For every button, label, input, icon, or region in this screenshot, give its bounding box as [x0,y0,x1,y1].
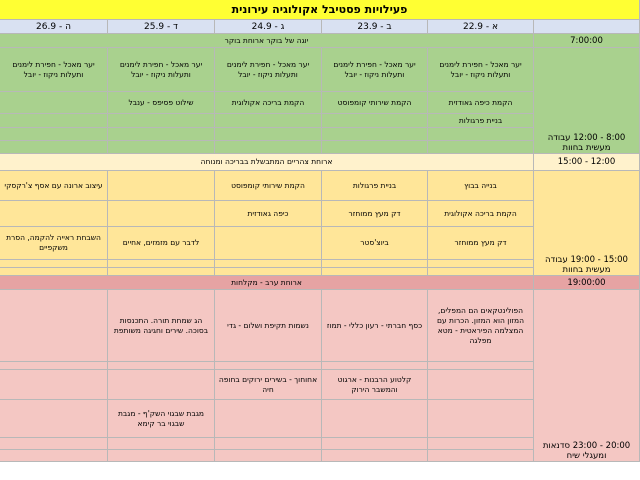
time-cell[interactable]: 7:00:00 [534,34,640,48]
activity-cell[interactable] [215,400,322,438]
activity-cell[interactable] [428,370,534,400]
activity-cell[interactable]: אחוחוך - בשירים ירוקים בחופה חיה [215,370,322,400]
empty-cell[interactable] [0,450,108,462]
activity-cell[interactable] [108,114,215,128]
empty-cell[interactable] [322,141,428,154]
activity-cell[interactable]: הקמת שירותי קומפוסט [215,171,322,201]
day-header[interactable]: ה - 26.9 [0,20,108,34]
activity-cell[interactable] [108,171,215,201]
empty-cell[interactable] [428,438,534,450]
activity-cell[interactable]: יער מאכל - חפירת לימנים ותעלות ניקוז - יובל [215,48,322,92]
empty-cell[interactable] [428,450,534,462]
empty-cell[interactable] [322,260,428,268]
activity-cell[interactable] [215,227,322,260]
activity-cell[interactable]: עיצוב ארונה עם אסף צ'רקסקי [0,171,108,201]
activity-cell[interactable] [108,201,215,227]
activity-cell[interactable] [215,114,322,128]
activity-cell[interactable] [0,201,108,227]
activity-cell[interactable]: בניית פרגולות [428,114,534,128]
activity-cell[interactable]: כיפה גאודזית [215,201,322,227]
empty-cell[interactable] [108,141,215,154]
empty-cell[interactable] [215,438,322,450]
activity-cell[interactable]: דק מעץ ממוחזר [322,201,428,227]
activity-cell[interactable] [0,290,108,362]
activity-cell[interactable] [0,92,108,114]
empty-cell[interactable] [108,438,215,450]
day-header[interactable]: א - 22.9 [428,20,534,34]
activity-cell[interactable]: הג שמחת תורה. התכנסות בסוכה. שירים וחגיגה משותפת [108,290,215,362]
empty-cell[interactable] [0,141,108,154]
activity-cell[interactable]: כסף חברתי - רעון כללי - תמוז [322,290,428,362]
activity-cell[interactable]: יער מאכל - חפירת לימנים ותעלות ניקוז - יובל [322,48,428,92]
activity-cell[interactable] [0,370,108,400]
empty-cell[interactable] [0,362,108,370]
empty-cell[interactable] [215,141,322,154]
empty-cell[interactable] [108,268,215,276]
time-cell[interactable]: 19:00:00 [534,276,640,290]
empty-cell[interactable] [108,362,215,370]
morning-banner[interactable]: יוגה של בוקר ארוחת בוקר [0,34,534,48]
time-cell[interactable]: 20:00 - 23:00 סדנאות ומעגלי שיח [534,290,640,462]
activity-cell[interactable]: יער מאכל - חפירת לימנים ותעלות ניקוז - יובל [108,48,215,92]
empty-cell[interactable] [108,128,215,141]
activity-cell[interactable] [108,370,215,400]
day-header[interactable]: ד - 25.9 [108,20,215,34]
activity-cell[interactable] [322,114,428,128]
empty-cell[interactable] [0,260,108,268]
empty-cell[interactable] [215,362,322,370]
activity-cell[interactable] [0,400,108,438]
activity-cell[interactable]: בנייה בבוץ [428,171,534,201]
activity-cell[interactable]: השבחת ראייה להקמה, הסרת משקפיים [0,227,108,260]
activity-cell[interactable]: הקמת כיפה גאודזית [428,92,534,114]
empty-cell[interactable] [0,128,108,141]
empty-cell[interactable] [322,450,428,462]
activity-cell[interactable]: יער מאכל - חפירת לימנים ותעלות ניקוז - יובל [428,48,534,92]
empty-cell[interactable] [215,268,322,276]
time-header-blank[interactable] [534,20,640,34]
activity-cell[interactable]: לדבר עם מזמזים, אחיים [108,227,215,260]
empty-cell[interactable] [108,260,215,268]
activity-cell[interactable]: ביוצ'סטר [322,227,428,260]
empty-cell[interactable] [0,438,108,450]
empty-cell[interactable] [322,268,428,276]
empty-cell[interactable] [322,438,428,450]
activity-cell[interactable]: מגבת שבגוי השק'ף - מגבת שבגוי בר קימא [108,400,215,438]
empty-cell[interactable] [215,128,322,141]
time-cell[interactable]: 8:00 - 12:00 עבודה מעשית בחוות [534,48,640,154]
activity-cell[interactable]: נשמות תקיפת ושלום - גדי [215,290,322,362]
empty-cell[interactable] [215,450,322,462]
activity-cell[interactable]: הקמת בריכה אקולוגית [428,201,534,227]
lunch-banner[interactable]: ארוחת צהריים המתבשלת בבריכה ומנוחה [0,154,534,171]
empty-cell[interactable] [108,450,215,462]
activity-cell[interactable]: שילוט פסיפס - ענבל [108,92,215,114]
activity-cell[interactable]: הקמת בריכה אקולוגית [215,92,322,114]
activity-cell[interactable]: קלטוע הרבנות - ארגוט והמשבר הירוק [322,370,428,400]
activity-cell[interactable]: הפולינטקאים הם המפלים, המזון הוא המזון. הכרות עם המצלמה הפיראטית - מטא מפלגה [428,290,534,362]
empty-cell[interactable] [428,268,534,276]
time-cell[interactable]: 12:00 - 15:00 [534,154,640,171]
activity-cell[interactable]: בניית פרגולות [322,171,428,201]
empty-cell[interactable] [215,260,322,268]
activity-cell[interactable]: דק מעץ ממוחזר [428,227,534,260]
empty-cell[interactable] [322,128,428,141]
dinner-banner[interactable]: ארוחת ערב - מקלחות [0,276,534,290]
empty-cell[interactable] [322,362,428,370]
time-cell[interactable]: 15:00 - 19:00 עבודה מעשית בחוות [534,171,640,276]
empty-cell[interactable] [428,362,534,370]
day-header[interactable]: ג - 24.9 [215,20,322,34]
activity-cell[interactable]: הקמת שירותי קומפוסט [322,92,428,114]
activity-cell[interactable] [322,400,428,438]
empty-cell[interactable] [428,141,534,154]
activity-cell[interactable] [428,400,534,438]
empty-cell[interactable] [428,128,534,141]
empty-cell[interactable] [428,260,534,268]
day-header[interactable]: ב - 23.9 [322,20,428,34]
empty-cell[interactable] [0,268,108,276]
activity-cell[interactable] [0,114,108,128]
sheet-title[interactable]: פעילויות פסטיבל אקולוגיה עירונית [0,0,640,20]
activity-cell[interactable]: יער מאכל - חפירת לימנים ותעלות ניקוז - יובל [0,48,108,92]
